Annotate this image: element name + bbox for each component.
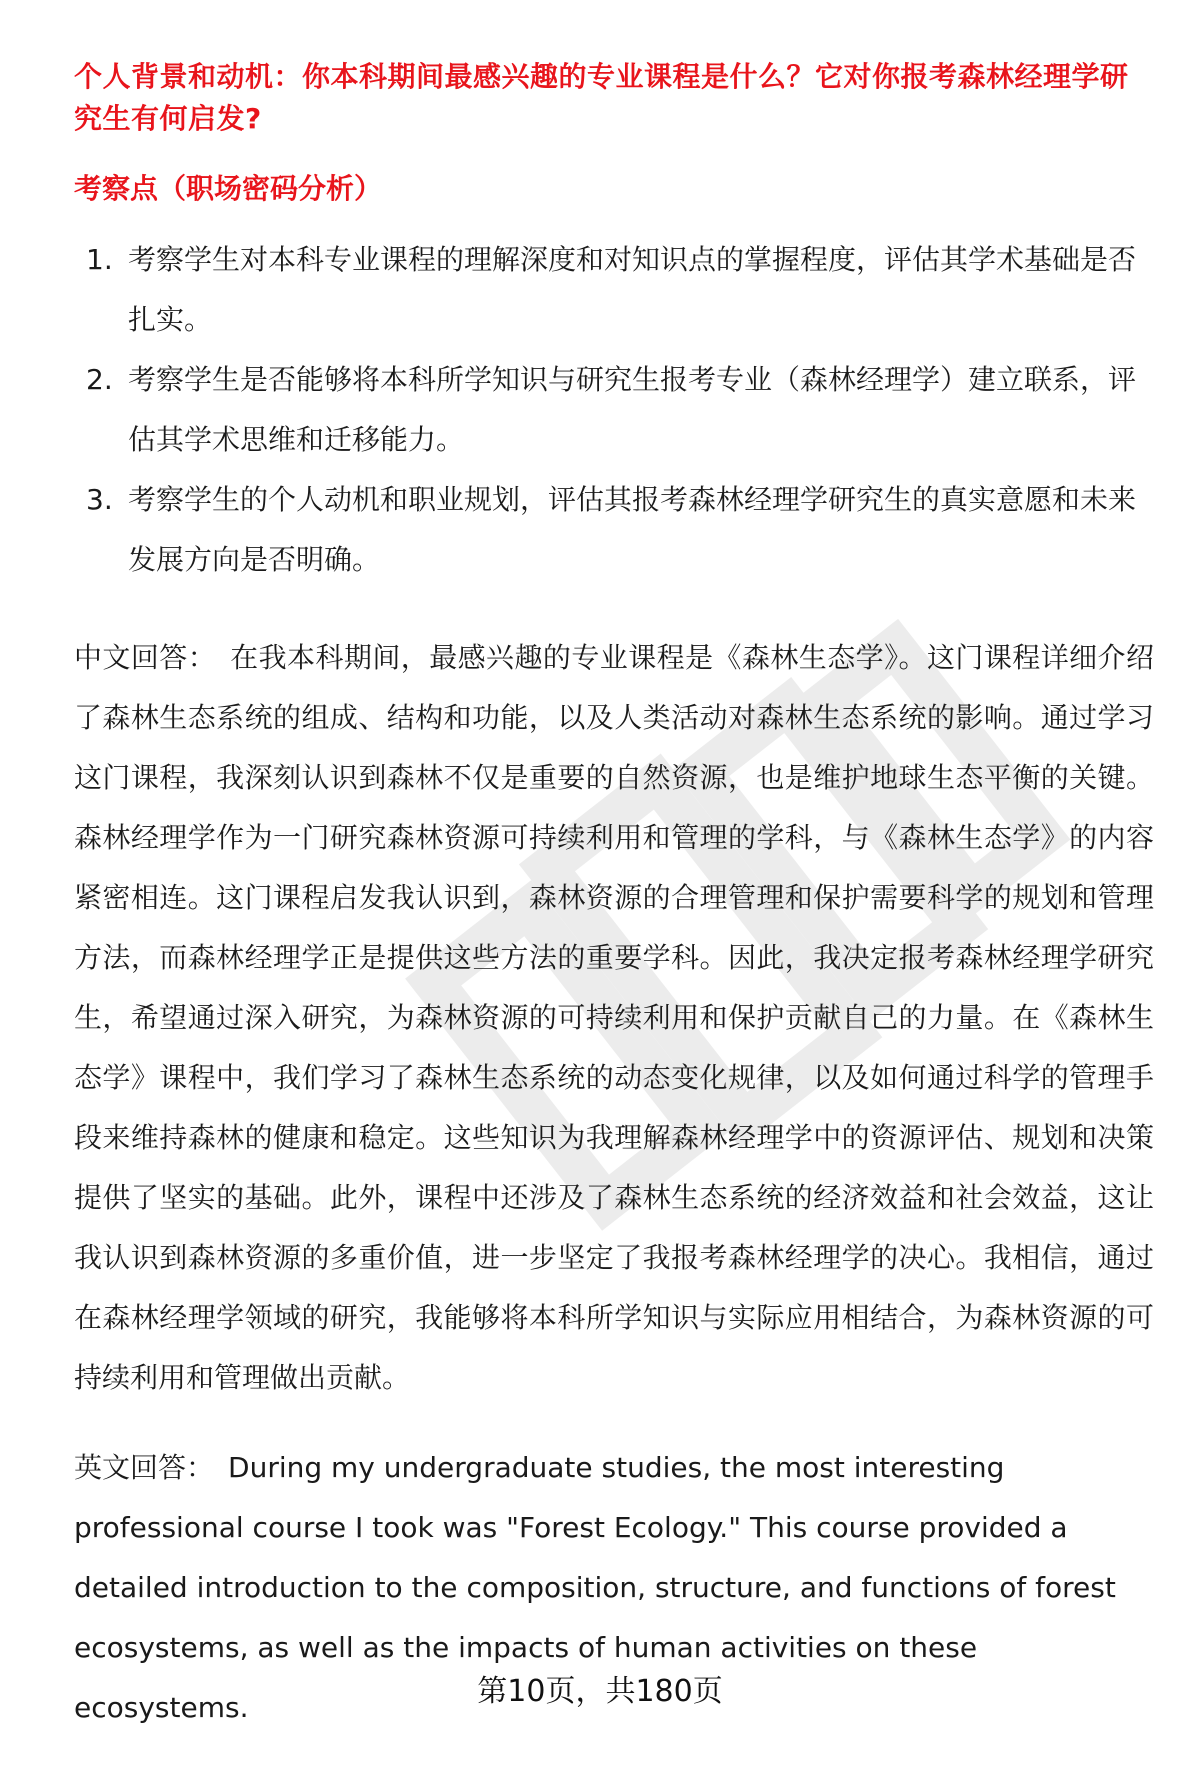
list-item-number: 1. (86, 243, 113, 276)
list-item-number: 3. (86, 483, 113, 516)
list-item-text: 考察学生是否能够将本科所学知识与研究生报考专业（森林经理学）建立联系，评估其学术思维和迁移能力。 (128, 363, 1137, 456)
chinese-answer-label: 中文回答： (74, 641, 217, 674)
english-answer-label: 英文回答： (74, 1451, 215, 1484)
main-content (74, 56, 1154, 1766)
list-item-number: 2. (86, 363, 113, 396)
page-number-footer: 第10页，共180页 (477, 1674, 723, 1709)
question-title: 个人背景和动机：你本科期间最感兴趣的专业课程是什么？它对你报考森林经理学研究生有何启发? (74, 60, 1129, 135)
list-item (74, 470, 1154, 590)
chinese-answer-paragraph (74, 628, 1154, 1408)
english-answer-text: During my undergraduate studies, the most interesting professional course I took was "Forest Ecology." This course provided a detailed introduction to the composition, structure, and functions of forest ecosystems, as well as the impacts of human activities on these ecosystems. (74, 1451, 1116, 1724)
list-item (74, 350, 1154, 470)
list-item-text: 考察学生对本科专业课程的理解深度和对知识点的掌握程度，评估其学术基础是否扎实。 (128, 243, 1137, 336)
list-item (74, 230, 1154, 350)
section-subheading: 考察点（职场密码分析） (74, 172, 383, 205)
list-item-text: 考察学生的个人动机和职业规划，评估其报考森林经理学研究生的真实意愿和未来发展方向是否明确。 (128, 483, 1137, 576)
chinese-answer-text: 在我本科期间，最感兴趣的专业课程是《森林生态学》。这门课程详细介绍了森林生态系统的组成、结构和功能，以及人类活动对森林生态系统的影响。通过学习这门课程，我深刻认识到森林不仅是重要的自然资源，也是维护地球生态平衡的关键。森林经理学作为一门研究森林资源可持续利用和管理的学科，与《森林生态学》的内容紧密相连。这门课程启发我认识到，森林资源的合理管理和保护需要科学的规划和管理方法，而森林经理学正是提供这些方法的重要学科。因此，我决定报考森林经理学研究生，希望通过深入研究，为森林资源的可持续利用和保护贡献自己的力量。在《森林生态学》课程中，我们学习了森林生态系统的动态变化规律，以及如何通过科学的管理手段来维持森林的健康和稳定。这些知识为我理解森林经理学中的资源评估、规划和决策提供了坚实的基础。此外，课程中还涉及了森林生态系统的经济效益和社会效益，这让我认识到森林资源的多重价值，进一步坚定了我报考森林经理学的决心。我相信，通过在森林经理学领域的研究，我能够将本科所学知识与实际应用相结合，为森林资源的可持续利用和管理做出贡献。 (74, 641, 1154, 1394)
assessment-points-list (74, 230, 1154, 590)
